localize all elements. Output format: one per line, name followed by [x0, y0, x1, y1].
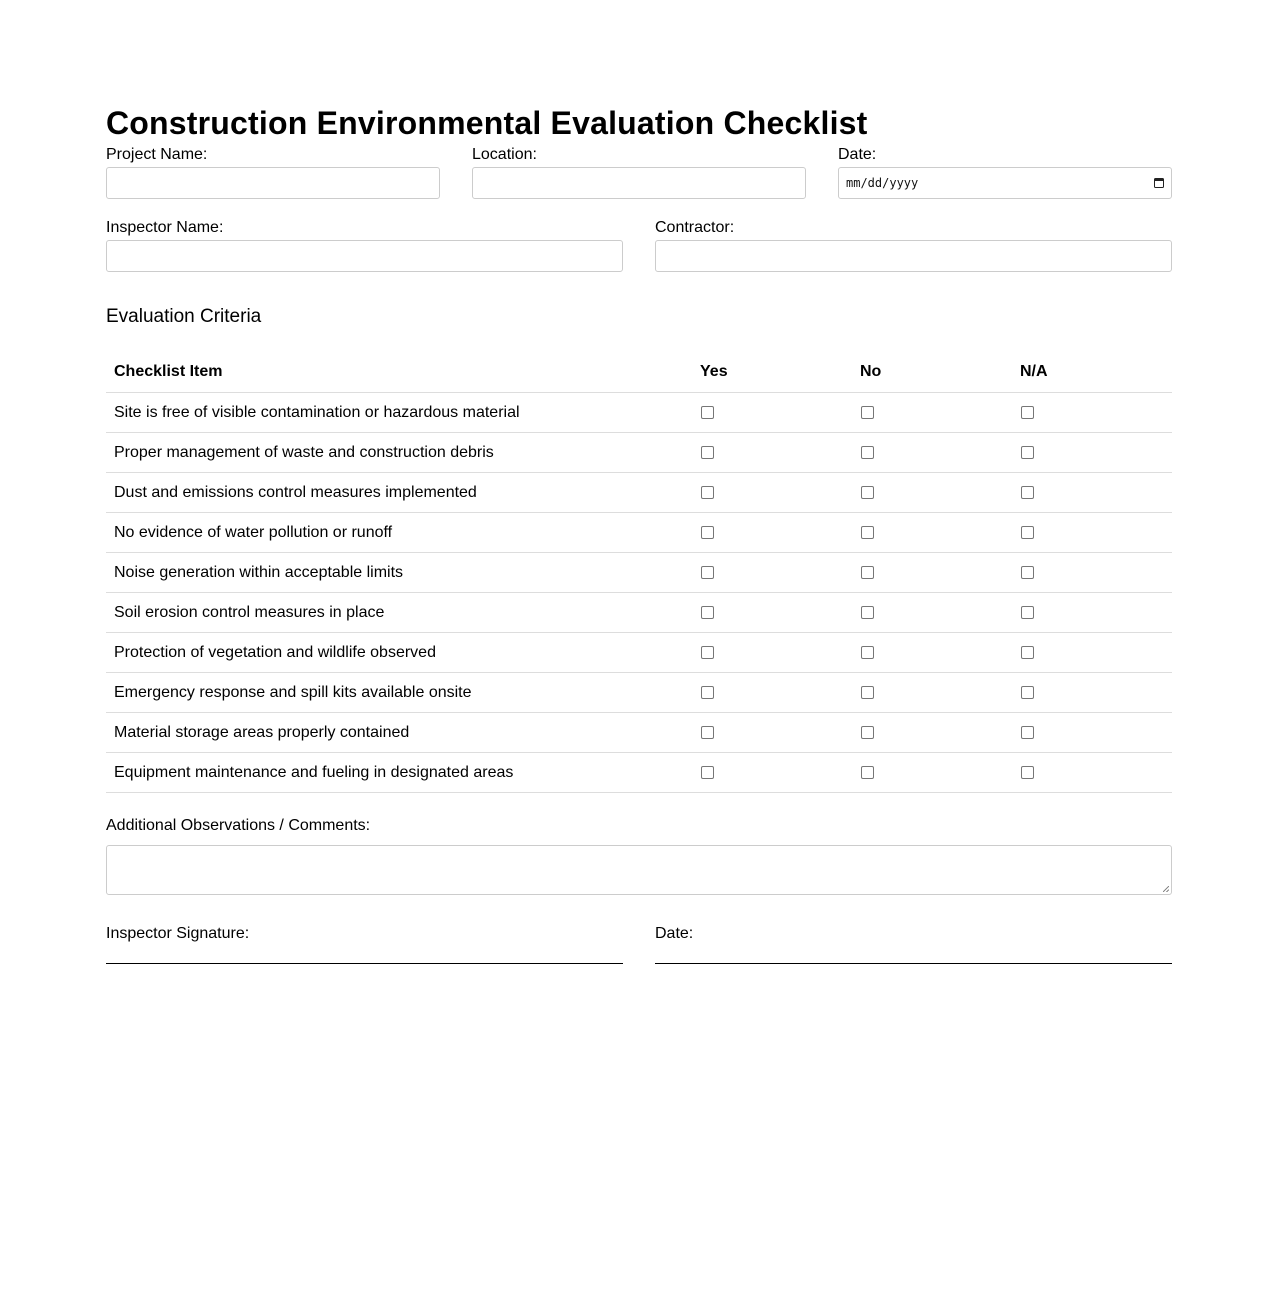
checklist-item-label: Site is free of visible contamination or hazardous material	[106, 393, 692, 433]
location-input[interactable]	[472, 167, 806, 199]
cell-no	[852, 553, 1012, 593]
yes-checkbox[interactable]	[701, 766, 714, 779]
na-checkbox[interactable]	[1021, 686, 1034, 699]
cell-na	[1012, 593, 1172, 633]
cell-yes	[692, 393, 852, 433]
na-checkbox[interactable]	[1021, 446, 1034, 459]
calendar-icon[interactable]	[1154, 178, 1164, 188]
checklist-item-label: Material storage areas properly contained	[106, 713, 692, 753]
date-label: Date:	[838, 146, 877, 163]
checklist-item-label: Proper management of waste and construction debris	[106, 433, 692, 473]
date-group	[838, 146, 1172, 199]
cell-yes	[692, 753, 852, 793]
checklist-item-label: Dust and emissions control measures implemented	[106, 473, 692, 513]
no-checkbox[interactable]	[861, 766, 874, 779]
table-row	[106, 673, 1172, 713]
no-checkbox[interactable]	[861, 526, 874, 539]
cell-no	[852, 433, 1012, 473]
table-row	[106, 513, 1172, 553]
cell-no	[852, 393, 1012, 433]
cell-na	[1012, 433, 1172, 473]
yes-checkbox[interactable]	[701, 486, 714, 499]
cell-na	[1012, 753, 1172, 793]
signature-date-line	[655, 962, 1172, 964]
checklist-item-label: Soil erosion control measures in place	[106, 593, 692, 633]
yes-checkbox[interactable]	[701, 446, 714, 459]
table-row	[106, 473, 1172, 513]
cell-na	[1012, 633, 1172, 673]
checklist-item-label: Noise generation within acceptable limits	[106, 553, 692, 593]
signature-date-group	[655, 925, 1172, 964]
na-checkbox[interactable]	[1021, 526, 1034, 539]
na-checkbox[interactable]	[1021, 646, 1034, 659]
cell-na	[1012, 473, 1172, 513]
checklist-item-label: Protection of vegetation and wildlife observed	[106, 633, 692, 673]
table-row	[106, 553, 1172, 593]
cell-yes	[692, 713, 852, 753]
col-no: No	[852, 352, 1012, 393]
comments-textarea[interactable]	[106, 845, 1172, 895]
checklist-item-label: Equipment maintenance and fueling in designated areas	[106, 753, 692, 793]
no-checkbox[interactable]	[861, 446, 874, 459]
resize-handle-icon[interactable]	[1163, 886, 1169, 892]
cell-yes	[692, 593, 852, 633]
contractor-label: Contractor:	[655, 219, 735, 236]
cell-na	[1012, 713, 1172, 753]
inspector-signature-group	[106, 925, 623, 964]
col-yes: Yes	[692, 352, 852, 393]
signature-date-label: Date:	[655, 925, 694, 942]
table-row	[106, 753, 1172, 793]
yes-checkbox[interactable]	[701, 726, 714, 739]
yes-checkbox[interactable]	[701, 646, 714, 659]
checklist-item-label: Emergency response and spill kits available onsite	[106, 673, 692, 713]
project-name-group	[106, 146, 440, 199]
inspector-info-row	[106, 219, 1172, 272]
yes-checkbox[interactable]	[701, 686, 714, 699]
page-title: Construction Environmental Evaluation Checklist	[106, 105, 868, 141]
inspector-name-group	[106, 219, 623, 272]
location-label: Location:	[472, 146, 537, 163]
cell-no	[852, 753, 1012, 793]
cell-yes	[692, 433, 852, 473]
col-checklist-item: Checklist Item	[106, 352, 692, 393]
no-checkbox[interactable]	[861, 566, 874, 579]
cell-na	[1012, 553, 1172, 593]
yes-checkbox[interactable]	[701, 406, 714, 419]
yes-checkbox[interactable]	[701, 566, 714, 579]
checklist-form	[106, 104, 1172, 964]
date-input[interactable]	[838, 167, 1172, 199]
location-group	[472, 146, 806, 199]
na-checkbox[interactable]	[1021, 766, 1034, 779]
table-row	[106, 713, 1172, 753]
no-checkbox[interactable]	[861, 606, 874, 619]
no-checkbox[interactable]	[861, 686, 874, 699]
na-checkbox[interactable]	[1021, 726, 1034, 739]
inspector-signature-line	[106, 962, 623, 964]
na-checkbox[interactable]	[1021, 606, 1034, 619]
cell-na	[1012, 673, 1172, 713]
signature-row	[106, 925, 1172, 964]
no-checkbox[interactable]	[861, 726, 874, 739]
cell-no	[852, 473, 1012, 513]
cell-na	[1012, 393, 1172, 433]
na-checkbox[interactable]	[1021, 406, 1034, 419]
cell-na	[1012, 513, 1172, 553]
no-checkbox[interactable]	[861, 406, 874, 419]
checklist-item-label: No evidence of water pollution or runoff	[106, 513, 692, 553]
cell-no	[852, 713, 1012, 753]
project-info-row	[106, 146, 1172, 199]
criteria-heading: Evaluation Criteria	[106, 306, 262, 327]
table-row	[106, 433, 1172, 473]
cell-yes	[692, 633, 852, 673]
cell-no	[852, 633, 1012, 673]
table-row	[106, 593, 1172, 633]
yes-checkbox[interactable]	[701, 526, 714, 539]
yes-checkbox[interactable]	[701, 606, 714, 619]
comments-label: Additional Observations / Comments:	[106, 817, 371, 834]
table-header-row	[106, 352, 1172, 393]
inspector-name-input[interactable]	[106, 240, 623, 272]
checklist-table	[106, 352, 1172, 793]
project-name-input[interactable]	[106, 167, 440, 199]
cell-yes	[692, 553, 852, 593]
no-checkbox[interactable]	[861, 486, 874, 499]
cell-no	[852, 673, 1012, 713]
inspector-signature-label: Inspector Signature:	[106, 925, 250, 942]
table-row	[106, 393, 1172, 433]
cell-yes	[692, 513, 852, 553]
contractor-group	[655, 219, 1172, 272]
inspector-name-label: Inspector Name:	[106, 219, 224, 236]
no-checkbox[interactable]	[861, 646, 874, 659]
project-name-label: Project Name:	[106, 146, 208, 163]
table-row	[106, 633, 1172, 673]
cell-yes	[692, 673, 852, 713]
col-na: N/A	[1012, 352, 1172, 393]
date-placeholder: mm/dd/yyyy	[846, 176, 919, 190]
cell-no	[852, 513, 1012, 553]
cell-yes	[692, 473, 852, 513]
na-checkbox[interactable]	[1021, 566, 1034, 579]
cell-no	[852, 593, 1012, 633]
contractor-input[interactable]	[655, 240, 1172, 272]
na-checkbox[interactable]	[1021, 486, 1034, 499]
